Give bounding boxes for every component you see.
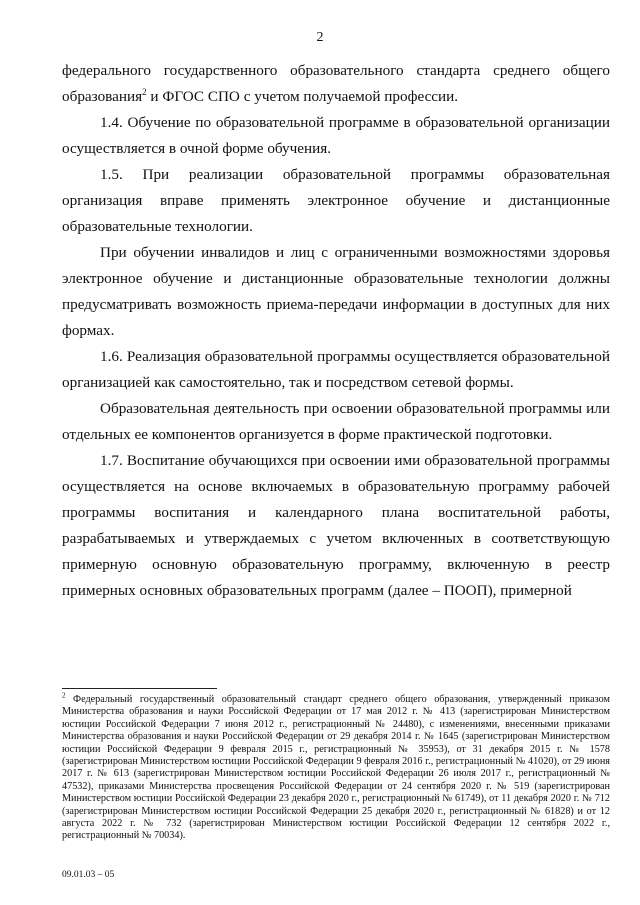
footnote-marker: 2 — [62, 691, 66, 700]
footnote — [62, 691, 610, 843]
paragraph-disabilities: При обучении инвалидов и лиц с ограниченными возможностями здоровья электронное обучение и дистанционные образовательные технологии должны предусматривать возможность приема-передачи информации в доступных для них формах. — [62, 244, 610, 339]
paragraph-1-6: 1.6. Реализация образовательной программы осуществляется образовательной организацией как самостоятельно, так и посредством сетевой формы. — [62, 348, 610, 391]
paragraph-1-5: 1.5. При реализации образовательной программы образовательная организация вправе применять электронное обучение и дистанционные образовательные технологии. — [62, 166, 610, 235]
paragraph-practical-training: Образовательная деятельность при освоении образовательной программы или отдельных ее компонентов организуется в форме практической подготовки. — [62, 400, 610, 443]
footnote-separator — [62, 688, 217, 689]
body-text — [62, 58, 610, 604]
document-code: 09.01.03 – 05 — [62, 870, 115, 880]
page-number: 2 — [316, 30, 324, 45]
paragraph-1-4: 1.4. Обучение по образовательной программе в образовательной организации осуществляется в очной форме обучения. — [62, 114, 610, 157]
paragraph-text: федерального государственного образовательного стандарта среднего общего образования — [62, 62, 610, 105]
paragraph-text: и ФГОС СПО с учетом получаемой профессии. — [146, 88, 459, 105]
paragraph-fgos-continuation — [62, 58, 610, 110]
footnote-reference: 2 — [142, 86, 147, 97]
paragraph-1-7: 1.7. Воспитание обучающихся при освоении ими образовательной программы осуществляется на основе включаемых в образовательную программу рабочей программы воспитания и календарного плана воспитательной работы, разрабатываемых и утверждаемых с учетом включенных в соответствующую примерную основную образовательную программу, включенную в реестр примерных основных образовательных программ (далее – ПООП), примерной — [62, 452, 610, 599]
footnote-text: Федеральный государственный образовательный стандарт среднего общего образования, утвержденный приказом Министерства образования и науки Российской Федерации от 17 мая 2012 г. № 413 (зарегистрирован Министерством юстиции Российской Федерации 7 июня 2012 г., регистрационный № 24480), с изменениями, внесенными приказами Министерства образования и науки Российской Федерации от 29 декабря 2014 г. № 1645 (зарегистрирован Министерством юстиции Российской Федерации 9 февраля 2015 г., регистрационный № 35953), от 31 декабря 2015 г. № 1578 (зарегистрирован Министерством юстиции Российской Федерации 9 февраля 2016 г., регистрационный № 41020), от 29 июня 2017 г. № 613 (зарегистрирован Министерством юстиции Российской Федерации 26 июля 2017 г., регистрационный № 47532), приказами Министерства просвещения Российской Федерации от 24 сентября 2020 г. № 519 (зарегистрирован Министерством юстиции Российской Федерации 23 декабря 2020 г., регистрационный № 61749), от 11 декабря 2020 г. № 712 (зарегистрирован Министерством юстиции Российской Федерации 25 декабря 2020 г., регистрационный № 61828) и от 12 августа 2022 г. № 732 (зарегистрирован Министерством юстиции Российской Федерации 12 сентября 2022 г., регистрационный № 70034). — [62, 694, 610, 842]
